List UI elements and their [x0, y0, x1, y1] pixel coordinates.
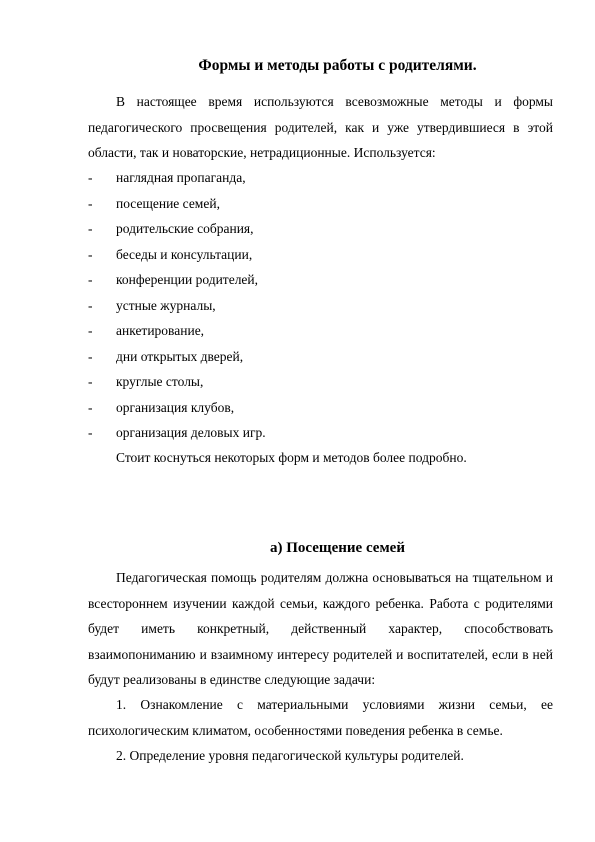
list-item [88, 318, 553, 344]
list-item [88, 369, 553, 395]
list-item [88, 420, 553, 446]
list-marker: - [88, 221, 93, 236]
list-item-text: устные журналы, [116, 297, 216, 313]
intro-paragraph: В настоящее время используются всевозможные методы и формы педагогического просвещения родителей, как и уже утвердившиеся в этой области, так и новаторские, нетрадиционные. Используется: [88, 94, 553, 160]
list-item-text: анкетирование, [116, 323, 205, 338]
list-item-text: дни открытых дверей, [116, 348, 244, 364]
list-item [88, 344, 553, 370]
forms-list [88, 165, 553, 446]
list-item-text: родительские собрания, [116, 221, 254, 236]
task-2-paragraph: 2. Определение уровня педагогической культуры родителей. [116, 748, 464, 763]
list-item [88, 267, 553, 293]
list-marker: - [88, 399, 93, 415]
list-marker: - [88, 272, 93, 287]
task-1-paragraph: 1. Ознакомление с материальными условиями жизни семьи, ее психологическим климатом, особенностями поведения ребенка в семье. [88, 697, 553, 738]
list-marker: - [88, 323, 93, 338]
list-item-text: посещение семей, [116, 195, 220, 211]
list-item [88, 242, 553, 268]
document-title: Формы и методы работы с родителями. [198, 57, 477, 74]
after-list-paragraph: Стоит коснуться некоторых форм и методов более подробно. [116, 450, 467, 465]
list-item [88, 216, 553, 242]
list-item-text: беседы и консультации, [116, 246, 253, 262]
list-item [88, 395, 553, 421]
list-item [88, 293, 553, 319]
section-paragraph: Педагогическая помощь родителям должна основываться на тщательном и всестороннем изучении каждой семьи, каждого ребенка. Работа с родителями будет иметь конкретный, действенный характер, способствовать взаимопониманию и взаимному интересу родителей и воспитателей, если в ней будут реализованы в единстве следующие задачи: [88, 570, 553, 687]
list-item-text: организация деловых игр. [116, 425, 266, 440]
list-marker: - [88, 348, 93, 364]
section-heading: а) Посещение семей [270, 540, 405, 556]
list-marker: - [88, 170, 93, 185]
list-item [88, 165, 553, 191]
list-marker: - [88, 195, 93, 211]
list-item-text: наглядная пропаганда, [116, 170, 246, 185]
list-item-text: конференции родителей, [116, 272, 259, 287]
list-marker: - [88, 374, 93, 389]
list-item-text: круглые столы, [116, 374, 204, 389]
list-marker: - [88, 246, 93, 262]
list-item [88, 191, 553, 217]
list-marker: - [88, 425, 93, 440]
list-marker: - [88, 297, 93, 313]
list-item-text: организация клубов, [116, 399, 235, 415]
